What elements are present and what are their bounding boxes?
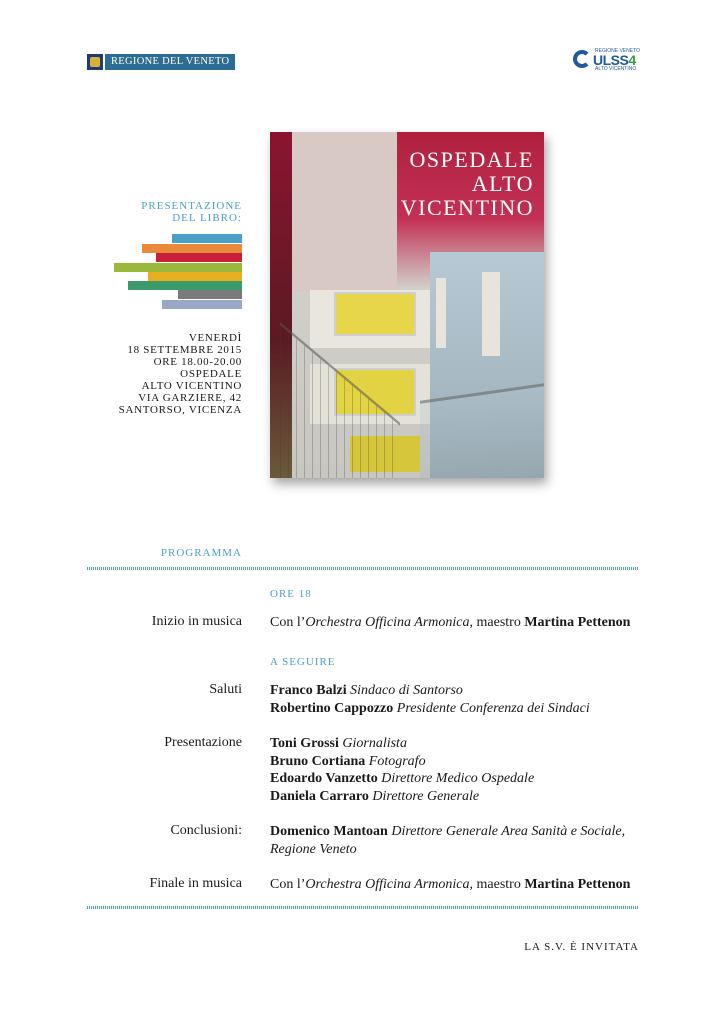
divider-top — [87, 567, 639, 570]
ulss4-logo — [573, 48, 643, 72]
orchestra-name: Orchestra Officina Armonica — [305, 615, 470, 630]
invitation-note: LA S.V. È INVITATA — [524, 941, 639, 953]
color-stripe — [156, 253, 242, 262]
event-info-line: OSPEDALE — [180, 368, 242, 380]
event-info-line: ALTO VICENTINO — [141, 380, 242, 392]
book-title-line: VICENTINO — [400, 195, 534, 220]
person-role: Presidente Conferenza dei Sindaci — [396, 700, 590, 716]
color-stripe — [172, 234, 242, 243]
program-row-label: Presentazione — [164, 735, 242, 750]
color-stripe — [178, 290, 242, 299]
regione-veneto-logo — [87, 54, 235, 70]
color-stripe — [148, 272, 242, 281]
book-cover — [270, 132, 544, 478]
presentation-line-2: DEL LIBRO: — [172, 212, 242, 224]
program-row-text — [270, 876, 650, 894]
color-stripe — [162, 300, 242, 309]
event-info-line: SANTORSO, VICENZA — [118, 404, 242, 416]
person-role: Fotografo — [368, 753, 426, 769]
divider-bottom — [87, 906, 639, 909]
section-a-seguire: A SEGUIRE — [270, 656, 336, 668]
event-info-line: ORE 18.00-20.00 — [153, 356, 242, 368]
line-prefix: Con l’ — [270, 615, 306, 630]
program-line — [270, 770, 650, 788]
person-role: Direttore Medico Ospedale — [381, 771, 535, 786]
lion-shield-icon — [87, 54, 103, 70]
person-role: Giornalista — [342, 736, 407, 751]
program-line — [270, 841, 650, 859]
program-line — [270, 823, 650, 841]
ulss-logo-name: ULSS4 — [593, 52, 636, 68]
program-row-text — [270, 614, 650, 632]
program-line — [270, 735, 650, 753]
person-role: Direttore Generale Area Sanità e Sociale, — [391, 824, 626, 839]
program-row-label: Saluti — [209, 682, 242, 697]
person-name: Edoardo Vanzetto — [270, 771, 378, 786]
ulss-ring-icon — [573, 50, 591, 68]
book-title-line: ALTO — [471, 171, 534, 196]
program-row-text — [270, 823, 650, 858]
program-line — [270, 753, 650, 771]
person-role: Sindaco di Santorso — [350, 683, 463, 698]
section-ore-18: ORE 18 — [270, 588, 312, 600]
color-stripe — [128, 281, 242, 290]
book-title — [401, 148, 534, 220]
line-middle: , maestro — [469, 615, 525, 630]
event-info-line: VENERDÌ — [188, 332, 242, 344]
event-info-line: VIA GARZIERE, 42 — [138, 392, 242, 404]
program-line — [270, 682, 650, 700]
line-middle: , maestro — [469, 877, 525, 892]
color-stripe — [114, 263, 242, 272]
program-row-text — [270, 682, 650, 717]
program-line — [270, 614, 650, 632]
program-line — [270, 876, 650, 894]
book-title-line: OSPEDALE — [409, 147, 534, 172]
program-row-text — [270, 735, 650, 805]
programma-heading: PROGRAMMA — [160, 547, 242, 559]
presentation-line-1: PRESENTAZIONE — [141, 200, 242, 212]
program-row-label: Finale in musica — [149, 876, 242, 891]
person-name: Domenico Mantoan — [270, 824, 388, 839]
event-info — [119, 332, 242, 416]
person-name: Toni Grossi — [270, 736, 339, 751]
person-name: Franco Balzi — [270, 683, 347, 698]
program-line — [270, 700, 650, 718]
person-name: Robertino Cappozzo — [270, 700, 394, 716]
person-name: Daniela Carraro — [270, 788, 369, 804]
presentation-label — [141, 200, 242, 224]
orchestra-name: Orchestra Officina Armonica — [305, 877, 470, 892]
ulss-logo-region: REGIONE VENETO — [595, 48, 640, 54]
line-prefix: Con l’ — [270, 877, 306, 892]
person-name: Bruno Cortiana — [270, 753, 366, 769]
person-name: Martina Pettenon — [524, 615, 631, 630]
person-role: Direttore Generale — [372, 788, 480, 804]
person-name: Martina Pettenon — [524, 877, 631, 892]
person-role: Regione Veneto — [270, 841, 357, 857]
program-line — [270, 788, 650, 806]
color-stripe — [142, 244, 242, 253]
program-row-label: Inizio in musica — [151, 614, 242, 629]
program-row-label: Conclusioni: — [170, 823, 242, 838]
regione-veneto-logo-text: REGIONE DEL VENETO — [105, 54, 235, 70]
event-info-line: 18 SETTEMBRE 2015 — [127, 344, 242, 356]
ulss-logo-sub: ALTO VICENTINO — [595, 66, 637, 72]
